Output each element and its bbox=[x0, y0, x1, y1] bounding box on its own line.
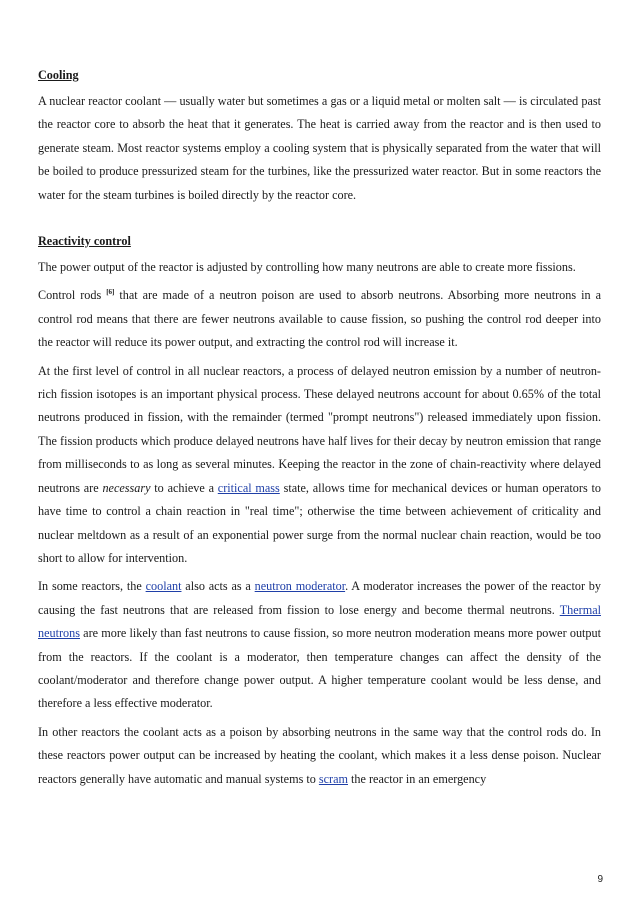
text-run: . A moderator increases the power of the reactor by causing the fast neutrons that are released from fission to lose energy and become thermal neutrons. bbox=[38, 579, 601, 617]
link-critical-mass[interactable]: critical mass bbox=[217, 480, 280, 495]
link-scram[interactable]: scram bbox=[318, 771, 348, 786]
page-number: 9 bbox=[597, 874, 603, 885]
text-run: Control rods bbox=[38, 288, 107, 303]
text-run: also acts as a bbox=[181, 579, 255, 594]
text-run: A nuclear reactor coolant — usually water but sometimes a gas or a liquid metal or molten salt — is circulated past the reactor core to absorb the heat that it generates. The heat is carried away from the reactor and is then used to generate steam. Most reactor systems employ a cooling system that is physically separated from the water that will be boiled to produce pressurized steam for the turbines, like the pressurized water reactor. But in some reactors the water for the steam turbines is boiled directly by the reactor core. bbox=[38, 94, 601, 202]
text-run: to achieve a bbox=[150, 480, 218, 495]
emphasis-necessary: necessary bbox=[102, 480, 151, 495]
reactivity-paragraph-2 bbox=[38, 284, 601, 354]
text-run: the reactor in an emergency bbox=[348, 771, 487, 786]
section-heading-cooling: Cooling bbox=[38, 68, 79, 82]
text-run: At the first level of control in all nuclear reactors, a process of delayed neutron emission by a number of neutron-rich fission isotopes is an important physical process. These delayed neutrons account for about 0.65% of the total neutrons produced in fission, with the remainder (termed "prompt neutrons") released immediately upon fission. The fission products which produce delayed neutrons have half lives for their decay by neutron emission that range from milliseconds to as long as several minutes. Keeping the reactor in the zone of chain-reactivity where delayed neutrons are bbox=[38, 363, 601, 495]
citation-marker[interactable]: [6] bbox=[106, 288, 115, 297]
reactivity-paragraph-1 bbox=[38, 256, 601, 279]
cooling-paragraph bbox=[38, 90, 601, 207]
text-run: that are made of a neutron poison are used to absorb neutrons. Absorbing more neutrons in a control rod means that there are fewer neutrons available to cause fission, so pushing the control rod deeper into the reactor will reduce its power output, and extracting the control rod will increase it. bbox=[38, 288, 601, 350]
text-run: The power output of the reactor is adjusted by controlling how many neutrons are able to create more fissions. bbox=[38, 260, 576, 275]
text-run: In some reactors, the bbox=[38, 579, 146, 594]
reactivity-paragraph-3 bbox=[38, 360, 601, 571]
text-run: are more likely than fast neutrons to cause fission, so more neutron moderation means more power output from the reactors. If the coolant is a moderator, then temperature changes can affect the density of the coolant/moderator and therefore change power output. A higher temperature coolant would be less dense, and therefore a less effective moderator. bbox=[38, 626, 601, 711]
section-heading-reactivity-control: Reactivity control bbox=[38, 234, 131, 249]
reactivity-paragraph-5 bbox=[38, 721, 601, 791]
reactivity-paragraph-4 bbox=[38, 575, 601, 715]
link-neutron-moderator[interactable]: neutron moderator bbox=[254, 579, 346, 594]
link-thermal-neutrons[interactable]: Thermal neutrons bbox=[38, 602, 601, 641]
text-run: In other reactors the coolant acts as a poison by absorbing neutrons in the same way that the control rods do. In these reactors power output can be increased by heating the coolant, which makes it a less dense poison. Nuclear reactors generally have automatic and manual systems to bbox=[38, 724, 601, 786]
link-coolant[interactable]: coolant bbox=[145, 579, 182, 594]
text-run: state, allows time for mechanical devices or human operators to have time to control a chain reaction in "real time"; otherwise the time between achievement of criticality and nuclear meltdown as a result of an exponential power surge from the normal nuclear chain reaction, would be too short to allow for intervention. bbox=[38, 480, 601, 565]
document-body bbox=[38, 66, 601, 796]
